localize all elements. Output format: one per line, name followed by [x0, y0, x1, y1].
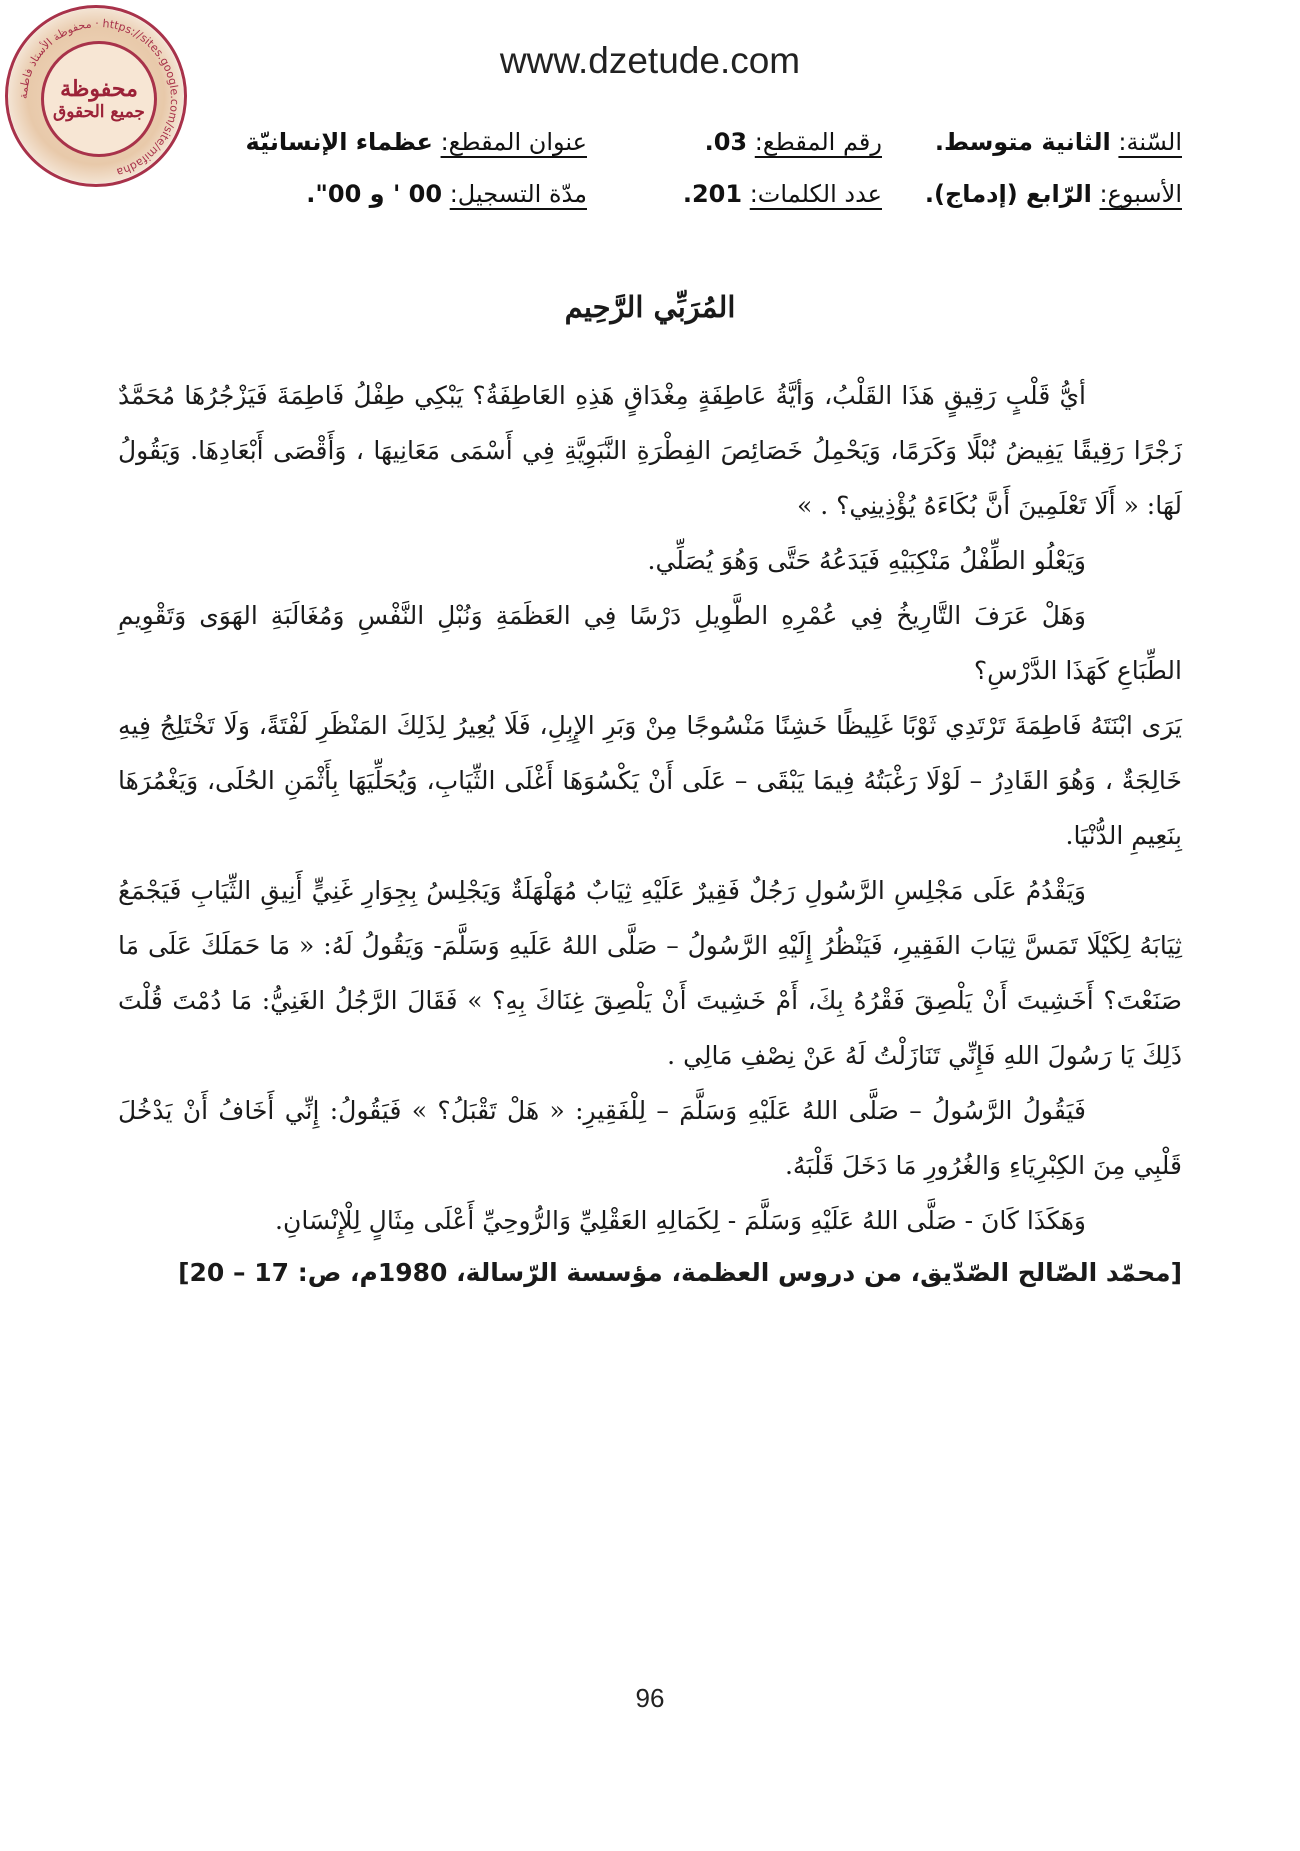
reading-text	[118, 368, 1182, 1248]
copyright-stamp	[5, 5, 187, 187]
paragraph-5: وَيَقْدُمُ عَلَى مَجْلِسِ الرَّسُولِ رَجُلٌ فَقِيرٌ عَلَيْهِ ثِيَابٌ مُهَلْهَلَةٌ وَيَجْلِسُ بِجِوَارِ غَنِيٍّ أَنِيقِ الثِّيَابِ فَيَجْمَعُ ثِيَابَهُ لِكَيْلَا تَمَسَّ ثِيَابَ الفَقِيرِ، فَيَنْظُرُ إِلَيْهِ الرَّسُولُ – صَلَّى اللهُ عَلَيهِ وَسَلَّمَ- وَيَقُولُ لَهُ: « مَا حَمَلَكَ عَلَى مَا صَنَعْتَ؟ أَخَشِيتَ أَنْ يَلْصِقَ فَقْرُهُ بِكَ، أَمْ خَشِيتَ أَنْ يَلْصِقَ غِنَاكَ بِهِ؟ » فَقَالَ الرَّجُلُ الغَنِيُّ: مَا دُمْتَ قُلْتَ ذَلِكَ يَا رَسُولَ اللهِ فَإِنِّي تَنَازَلْتُ لَهُ عَنْ نِصْفِ مَالِي .	[118, 876, 1182, 1070]
meta-week	[882, 180, 1182, 208]
year-label: السّنة:	[1118, 128, 1182, 156]
source-citation: [محمّد الصّالح الصّدّيق، من دروس العظمة، مؤسسة الرّسالة، 1980م، ص: 17 – 20]	[178, 1258, 1182, 1287]
meta-unit-number	[587, 128, 882, 156]
page-number: 96	[635, 1683, 665, 1713]
stamp-line-2: جميع الحقوق	[53, 102, 145, 122]
paragraph-6: فَيَقُولُ الرَّسُولُ – صَلَّى اللهُ عَلَيْهِ وَسَلَّمَ – لِلْفَقِيرِ: « هَلْ تَقْبَلُ؟ » فَيَقُولُ: إِنِّي أَخَافُ أَنْ يَدْخُلَ قَلْبِي مِنَ الكِبْرِيَاءِ وَالغُرُورِ مَا دَخَلَ قَلْبَهُ.	[118, 1096, 1182, 1180]
week-label: الأسبوع:	[1099, 180, 1182, 208]
paragraph-1: أيُّ قَلْبٍ رَقِيقٍ هَذَا القَلْبُ، وَأيَّةُ عَاطِفَةٍ مِغْدَاقٍ هَذِهِ العَاطِفَةُ؟ يَبْكِي طِفْلُ فَاطِمَةَ فَيَزْجُرُهَا مُحَمَّدٌ زَجْرًا رَقِيقًا يَفِيضُ نُبْلًا وَكَرَمًا، وَيَحْمِلُ خَصَائِصَ الفِطْرَةِ النَّبَوِيَّةِ فِي أَسْمَى مَعَانِيهَا ، وَأَقْصَى أَبْعَادِهَا. وَيَقُولُ لَهَا: « أَلَا تَعْلَمِينَ أَنَّ بُكَاءَهُ يُؤْذِينِي؟ . »	[118, 381, 1182, 520]
unit-number-value: 03.	[704, 128, 748, 156]
meta-year	[882, 128, 1182, 156]
word-count-value: 201.	[682, 180, 743, 208]
week-value: الرّابع (إدماج).	[924, 180, 1092, 208]
meta-unit-title	[120, 128, 587, 156]
meta-duration	[120, 180, 587, 208]
meta-row-1	[120, 128, 1182, 156]
stamp-ring-textpath: محفوظة الأستاذ فاطمة · https://sites.google.com/site/mifadha	[16, 16, 182, 179]
paragraph-2: وَيَعْلُو الطِّفْلُ مَنْكِبَيْهِ فَيَدَعُهُ حَتَّى وَهُوَ يُصَلِّي.	[647, 546, 1086, 575]
meta-word-count	[587, 180, 882, 208]
site-url: www.dzetude.com	[499, 40, 801, 81]
duration-value: 00 ' و 00".	[306, 180, 443, 208]
duration-label: مدّة التسجيل:	[449, 180, 587, 208]
paragraph-7: وَهَكَذَا كَانَ - صَلَّى اللهُ عَلَيْهِ وَسَلَّمَ - لِكَمَالِهِ العَقْلِيِّ وَالرُّوحِيِّ أَعْلَى مِثَالٍ لِلْإِنْسَانِ.	[275, 1206, 1086, 1235]
unit-title-value: عظماء الإنسانيّة	[245, 128, 433, 156]
stamp-line-1: محفوظة	[60, 75, 138, 102]
unit-number-label: رقم المقطع:	[754, 128, 882, 156]
paragraph-3: وَهَلْ عَرَفَ التَّارِيخُ فِي عُمْرِهِ الطَّوِيلِ دَرْسًا فِي العَظَمَةِ وَنُبْلِ النَّفْسِ وَمُغَالَبَةِ الهَوَى وَتَقْوِيمِ الطِّبَاعِ كَهَذَا الدَّرْسِ؟	[118, 601, 1182, 685]
unit-title-label: عنوان المقطع:	[440, 128, 587, 156]
text-title: المُرَبِّي الرَّحِيم	[564, 290, 736, 324]
meta-row-2	[120, 180, 1182, 208]
word-count-label: عدد الكلمات:	[749, 180, 882, 208]
paragraph-4: يَرَى ابْنَتَهُ فَاطِمَةَ تَرْتَدِي ثَوْبًا غَلِيظًا خَشِنًا مَنْسُوجًا مِنْ وَبَرِ الإِبِلِ، فَلَا يُعِيرُ لِذَلِكَ المَنْظَرِ لَفْتَةً، وَلَا تَخْتَلِجُ فِيهِ خَالِجَةٌ ، وَهُوَ القَادِرُ – لَوْلَا رَغْبَتُهُ فِيمَا يَبْقَى – عَلَى أَنْ يَكْسُوَهَا أَغْلَى الثِّيَابِ، وَيُحَلِّيَهَا بِأَثْمَنِ الحُلَى، وَيَغْمُرَهَا بِنَعِيمِ الدُّنْيَا.	[118, 711, 1182, 850]
year-value: الثانية متوسط.	[934, 128, 1111, 156]
